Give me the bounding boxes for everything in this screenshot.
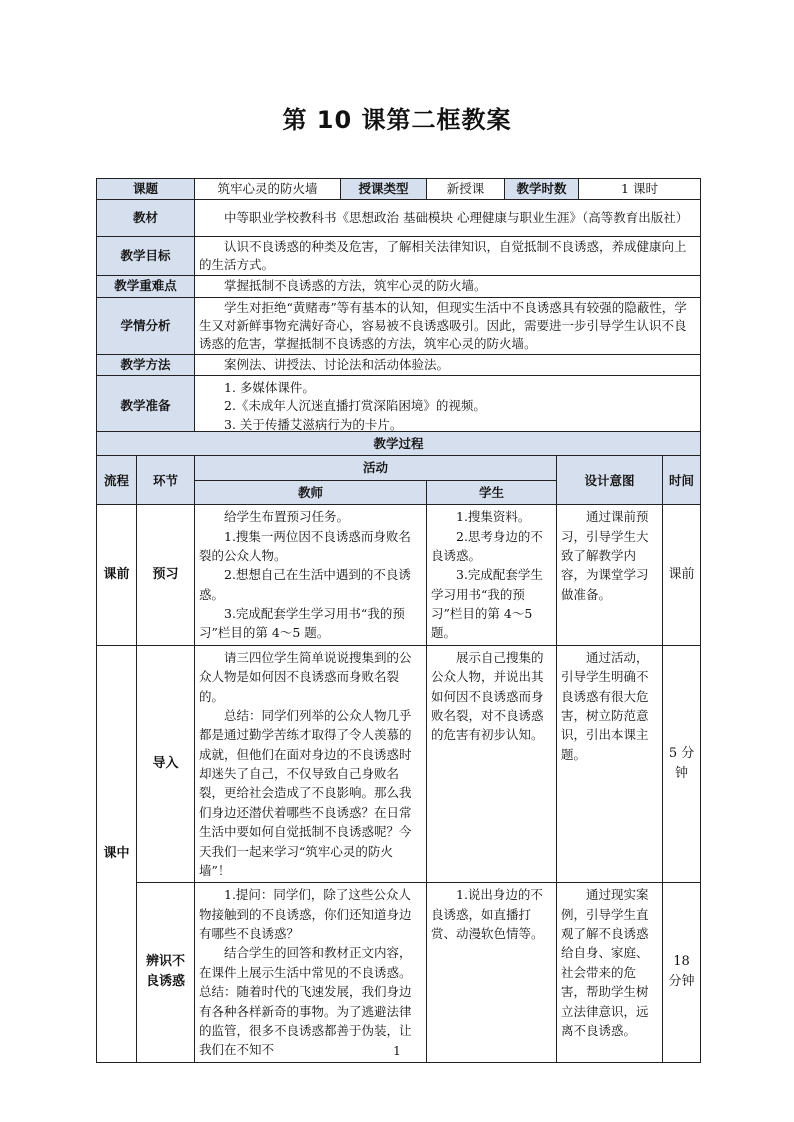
student-activity xyxy=(427,645,557,883)
teacher-line: 3.完成配套学生学习用书“我的预习”栏目的第 4～5 题。 xyxy=(199,606,405,641)
time-cell: 5 分钟 xyxy=(663,645,701,883)
material-value: 中等职业学校教科书《思想政治 基础模块 心理健康与职业生涯》（高等教育出版社） xyxy=(195,200,701,237)
header-time: 时间 xyxy=(663,456,701,505)
key-value: 掌握抵制不良诱惑的方法，筑牢心灵的防火墙。 xyxy=(195,276,701,297)
analysis-label: 学情分析 xyxy=(97,297,195,354)
student-line: 1.说出身边的不良诱惑，如直播打赏、动漫软色情等。 xyxy=(431,887,544,941)
header-activity: 活动 xyxy=(195,456,557,480)
prep-label: 教学准备 xyxy=(97,376,195,438)
analysis-value: 学生对拒绝“黄赌毒”等有基本的认知，但现实生活中不良诱惑具有较强的隐蔽性，学生又对新鲜事物充满好奇心，容易被不良诱惑吸引。因此，需要进一步引导学生认识不良诱惑的危害，掌握抵制不良诱惑的方法，筑牢心灵的防火墙。 xyxy=(195,297,701,354)
time-cell: 课前 xyxy=(663,505,701,646)
design-line: 通过活动，引导学生明确不良诱惑有很大危害，树立防范意识，引出本课主题。 xyxy=(561,649,649,762)
document-title: 第 10 课第二框教案 xyxy=(282,106,512,134)
design-intent xyxy=(557,505,663,646)
header-flow: 流程 xyxy=(97,456,137,505)
topic-label: 课题 xyxy=(97,179,195,200)
prep-list xyxy=(195,376,701,438)
topic-value: 筑牢心灵的防火墙 xyxy=(195,179,341,200)
teaching-process-table xyxy=(96,431,701,1063)
lesson-info-table xyxy=(96,178,701,438)
method-label: 教学方法 xyxy=(97,354,195,375)
prep-item: 3. 关于传播艾滋病行为的卡片。 xyxy=(224,416,403,432)
design-line: 通过课前预习，引导学生大致了解教学内容，为课堂学习做准备。 xyxy=(561,509,649,602)
teacher-line: 2.想想自己在生活中遇到的不良诱惑。 xyxy=(199,567,411,602)
teacher-activity xyxy=(195,883,427,1062)
student-line: 1.搜集资料。 xyxy=(456,509,531,525)
teacher-line: 给学生布置预习任务。 xyxy=(224,509,350,525)
flow-cell: 课前 xyxy=(97,505,137,646)
time-cell: 18 分钟 xyxy=(663,883,701,1062)
student-line: 3.完成配套学生学习用书“我的预习”栏目的第 4～5 题。 xyxy=(431,567,543,641)
header-student: 学生 xyxy=(427,480,557,504)
header-design: 设计意图 xyxy=(557,456,663,505)
flow-cell: 课中 xyxy=(97,645,137,1062)
header-teacher: 教师 xyxy=(195,480,427,504)
page-number: 1 xyxy=(393,1044,401,1058)
student-line: 2.思考身边的不良诱惑。 xyxy=(431,528,543,563)
hours-label: 教学时数 xyxy=(505,179,579,200)
key-label: 教学重难点 xyxy=(97,276,195,297)
design-intent xyxy=(557,645,663,883)
student-activity xyxy=(427,883,557,1062)
teacher-activity xyxy=(195,505,427,646)
type-value: 新授课 xyxy=(427,179,505,200)
teacher-line: 请三四位学生简单说说搜集到的公众人物是如何因不良诱惑而身败名裂的。 xyxy=(199,649,412,704)
header-link: 环节 xyxy=(137,456,195,505)
prep-item: 1. 多媒体课件。 xyxy=(224,380,315,396)
student-activity xyxy=(427,505,557,646)
link-cell: 预习 xyxy=(137,505,195,646)
design-intent xyxy=(557,883,663,1062)
design-line: 通过现实案例，引导学生直观了解不良诱惑给自身、家庭、社会带来的危害，帮助学生树立法律意识，远离不良诱惑。 xyxy=(561,887,649,1038)
link-cell: 导入 xyxy=(137,645,195,883)
material-label: 教材 xyxy=(97,200,195,237)
teacher-line: 1.搜集一两位因不良诱惑而身败名裂的公众人物。 xyxy=(199,528,411,563)
teacher-activity xyxy=(195,645,427,883)
hours-value: 1 课时 xyxy=(579,179,701,200)
teacher-line: 1.提问：同学们，除了这些公众人物接触到的不良诱惑，你们还知道身边有哪些不良诱惑？ xyxy=(199,887,412,941)
goal-label: 教学目标 xyxy=(97,237,195,276)
student-line: 展示自己搜集的公众人物，并说出其如何因不良诱惑而身败名裂，对不良诱惑的危害有初步认知。 xyxy=(431,649,544,743)
link-cell: 辨识不良诱惑 xyxy=(137,883,195,1062)
teacher-line: 总结：同学们列举的公众人物几乎都是通过勤学苦练才取得了令人羡慕的成就，但他们在面对身边的不良诱惑时却迷失了自己，不仅导致自己身败名裂，更给社会造成了不良影响。那么我们身边还潜伏着哪些不良诱惑？在日常生活中要如何自觉抵制不良诱惑呢？今天我们一起来学习“筑牢心灵的防火墙”！ xyxy=(199,707,412,878)
prep-item: 2.《未成年人沉迷直播打赏深陷困境》的视频。 xyxy=(224,398,486,414)
type-label: 授课类型 xyxy=(341,179,427,200)
goal-value: 认识不良诱惑的种类及危害，了解相关法律知识，自觉抵制不良诱惑，养成健康向上的生活方式。 xyxy=(195,237,701,276)
method-value: 案例法、讲授法、讨论法和活动体验法。 xyxy=(195,354,701,375)
teacher-line: 结合学生的回答和教材正文内容，在课件上展示生活中常见的不良诱惑。总结：随着时代的飞速发展，我们身边有各种各样新奇的事物。为了逃避法律的监管，很多不良诱惑都善于伪装，让我们在不知不 xyxy=(199,945,412,1058)
process-title: 教学过程 xyxy=(97,432,701,456)
